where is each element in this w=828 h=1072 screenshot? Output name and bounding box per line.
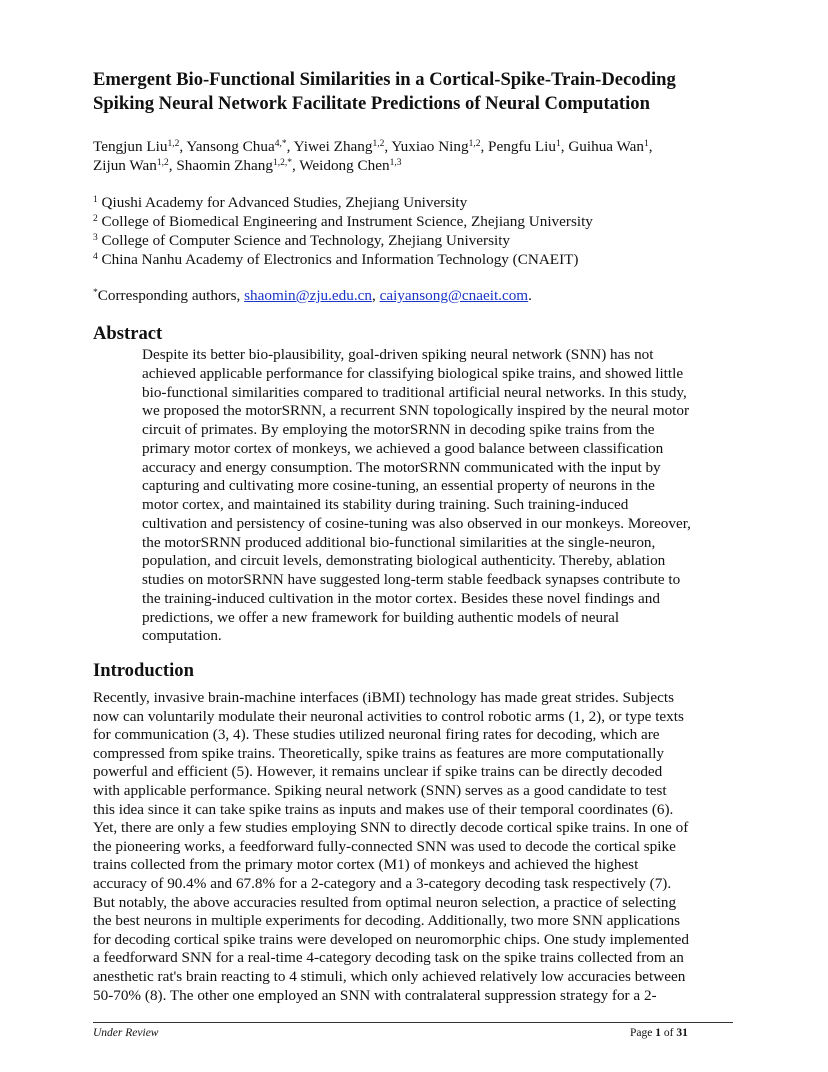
introduction-body: [93, 689, 743, 1005]
author-name: Guihua Wan: [568, 138, 644, 155]
affiliation-item: $^3$ College of Computer Science and Technology, Zhejiang University: [93, 232, 511, 249]
text-line: we proposed the motorSRNN, a recurrent SNN topologically inspired by the neural motor: [142, 402, 690, 420]
affiliation-item: $^1$ Qiushi Academy for Advanced Studies, Zhejiang University: [93, 194, 468, 211]
author-affil-sup: 4,*: [274, 139, 287, 149]
author-name: Shaomin Zhang: [176, 157, 273, 174]
author-affil-sup: 1,3: [389, 158, 402, 168]
text-line: Yet, there are only a few studies employing SNN to directly decode cortical spike trains. In one of: [93, 819, 689, 837]
affiliation-item: $^2$ College of Biomedical Engineering and Instrument Science, Zhejiang University: [93, 213, 593, 230]
author-line: Tengjun Liu$^{1,2}$, Yansong Chua$^{4,*}$, Yiwei Zhang$^{1,2}$, Yuxiao Ning$^{1,2}$, Pengfu Liu$^1$, Guihua Wan$^1$,: [93, 138, 653, 155]
author-affil-sup: 1,2,*: [272, 158, 292, 168]
text-line: the best neurons in multiple experiments for decoding. Additionally, two more SNN applications: [93, 912, 681, 930]
author-name: Yansong Chua: [186, 138, 275, 155]
text-line: compressed from spike trains. Theoretically, spike trains as features are more computationally: [93, 744, 665, 762]
text-line: But notably, the above accuracies resulted from optimal neuron selection, a practice of selecting: [93, 893, 677, 911]
author-name: Yiwei Zhang: [293, 138, 373, 155]
text-line: powerful and efficient (5). However, it remains unclear if spike trains can be directly decoded: [93, 763, 663, 781]
text-line: computation.: [142, 627, 222, 645]
text-line: this idea since it can take spike trains as inputs and makes use of their temporal coordinates (6).: [93, 800, 674, 818]
text-line: accuracy and energy consumption. The motorSRNN communicated with the input by: [142, 458, 661, 476]
text-line: primary motor cortex of monkeys, we achieved a good balance between classification: [142, 439, 664, 457]
author-name: Weidong Chen: [299, 157, 390, 174]
footer-divider: [93, 1022, 733, 1023]
text-line: Recently, invasive brain-machine interfaces (iBMI) technology has made great strides. Subjects: [93, 689, 675, 706]
text-line: trains collected from the primary motor cortex (M1) of monkeys and achieved the highest: [93, 856, 639, 874]
title-line: Emergent Bio-Functional Similarities in a Cortical-Spike-Train-Decoding: [93, 69, 676, 90]
text-line: motor cortex, and maintained its stability during training. Such training-induced: [142, 496, 629, 513]
text-line: bio-functional similarities compared to traditional artificial neural networks. In this study,: [142, 383, 687, 401]
text-line: predictions, we offer a new framework for building authentic models of neural: [142, 608, 620, 626]
title-line: Spiking Neural Network Facilitate Predictions of Neural Computation: [93, 93, 650, 114]
text-line: with applicable performance. Spiking neural network (SNN) serves as a good candidate to test: [93, 781, 667, 799]
footer-status: Under Review: [93, 1027, 159, 1039]
text-line: capturing and cultivating more cosine-tuning, an essential property of neurons in the: [142, 477, 655, 495]
author-affil-sup: 1: [644, 139, 649, 149]
text-line: the training-induced cultivation in the motor cortex. Besides these novel findings and: [142, 589, 660, 607]
text-line: 50-70% (8). The other one employed an SNN with contralateral suppression strategy for a 2-: [93, 986, 657, 1004]
introduction-heading: Introduction: [93, 660, 194, 681]
abstract-body: [142, 346, 742, 646]
author-line: Zijun Wan$^{1,2}$, Shaomin Zhang$^{1,2,*}$, Weidong Chen$^{1,3}$: [93, 157, 402, 174]
text-line: for decoding cortical spike trains were developed on neuromorphic chips. One study implemented: [93, 930, 689, 948]
text-line: circuit of primates. By employing the motorSRNN in decoding spike trains from the: [142, 421, 655, 438]
text-line: the motorSRNN produced additional bio-functional similarities at the single-neuron,: [142, 533, 656, 551]
author-list: [93, 137, 753, 175]
author-affil-sup: 1: [555, 139, 561, 149]
author-name: Yuxiao Ning: [391, 138, 469, 155]
text-line: cultivation and persistency of cosine-tuning was also observed in our monkeys. Moreover,: [142, 514, 691, 532]
author-name: Tengjun Liu: [93, 138, 168, 155]
paper-title: [93, 68, 753, 116]
corresponding-authors: *Corresponding authors, shaomin@zju.edu.cn, caiyansong@cnaeit.com.: [93, 287, 532, 304]
author-affil-sup: 1,2: [468, 139, 481, 149]
text-line: achieved applicable performance for classifying biological spike trains, and showed little: [142, 364, 684, 382]
text-line: for communication (3, 4). These studies utilized neuronal firing rates for decoding, which are: [93, 726, 660, 744]
page-number: Page 1 of 31: [630, 1027, 688, 1039]
text-line: now can voluntarily modulate their neuronal activities to control robotic arms (1, 2), or type texts: [93, 707, 684, 725]
affiliation-item: $^4$ China Nanhu Academy of Electronics and Information Technology (CNAEIT): [93, 251, 579, 268]
text-line: population, and circuit levels, demonstrating biological authenticity. Thereby, ablation: [142, 552, 666, 570]
abstract-heading: Abstract: [93, 323, 163, 344]
text-line: anesthetic rat's brain reacting to 4 stimuli, which only achieved relatively low accuracies between: [93, 967, 686, 985]
author-affil-sup: 1,2: [372, 139, 385, 149]
affiliation-list: [93, 193, 753, 269]
text-line: studies on motorSRNN have suggested long-term stable feedback synapses contribute to: [142, 571, 681, 588]
text-line: a feedforward SNN for a real-time 4-category decoding task on the spike trains collected from an: [93, 949, 684, 967]
text-line: the pioneering works, a feedforward fully-connected SNN was used to decode the cortical spike: [93, 837, 676, 855]
email-link-shaomin[interactable]: shaomin@zju.edu.cn: [244, 287, 372, 304]
author-name: Zijun Wan: [93, 157, 157, 174]
text-line: accuracy of 90.4% and 67.8% for a 2-category and a 3-category decoding task respectively (7).: [93, 874, 672, 892]
email-link-caiyansong[interactable]: caiyansong@cnaeit.com: [379, 287, 529, 304]
author-affil-sup: 1,2: [167, 139, 180, 149]
author-name: Pengfu Liu: [488, 138, 556, 155]
text-line: Despite its better bio-plausibility, goal-driven spiking neural network (SNN) has not: [142, 346, 654, 363]
author-affil-sup: 1,2: [156, 158, 169, 168]
